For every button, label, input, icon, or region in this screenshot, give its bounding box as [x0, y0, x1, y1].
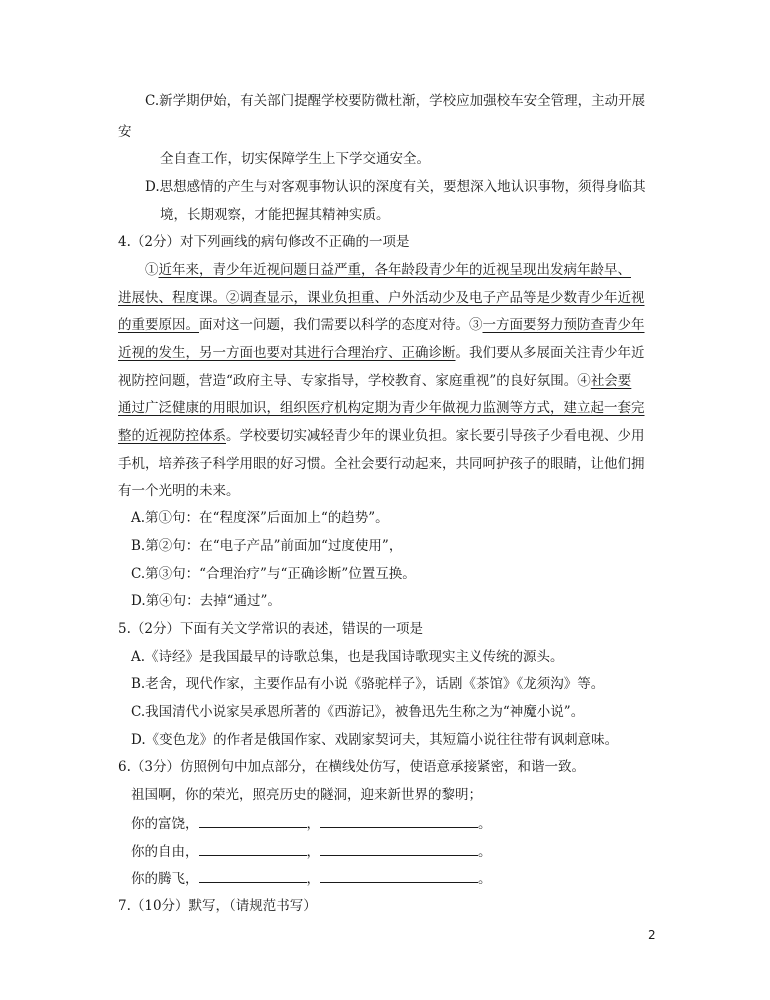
q6-stem: 6.（3分）仿照例句中加点部分，在横线处仿写，使语意承接紧密，和谐一致。: [118, 759, 585, 775]
q3-option-c-line2: 安: [118, 124, 132, 140]
q4-passage-line2: 进展快、程度课。②调查显示，课业负担重、户外活动少及电子产品等是少数青少年近视: [118, 290, 645, 306]
q4-passage-line7: 整的近视防控体系。学校要切实减轻青少年的课业负担。家长要引导孩子少看电视、少用: [118, 428, 645, 444]
q5-option-a: A.《诗经》是我国最早的诗歌总集，也是我国诗歌现实主义传统的源头。: [131, 649, 564, 665]
q4-option-a: A.第①句：在“程度深”后面加上“的趋势”。: [131, 510, 389, 526]
q3-option-d-line2: 境，长期观察，才能把握其精神实质。: [160, 207, 390, 223]
q4-underlined-4: 社会要: [590, 373, 632, 389]
q3-option-c-line3: 全自查工作，切实保障学生上下学交通安全。: [160, 151, 430, 167]
q4-stem: 4.（2分）对下列画线的病句修改不正确的一项是: [118, 234, 410, 250]
q4-passage-line8: 手机，培养孩子科学用眼的好习惯。全社会要行动起来，共同呵护孩子的眼睛，让他们拥: [118, 456, 645, 472]
q4-option-d: D.第④句：去掉“通过”。: [131, 593, 281, 609]
answer-blank[interactable]: [199, 868, 307, 883]
q5-option-b: B.老舍，现代作家，主要作品有小说《骆驼样子》，话剧《茶馆》《龙须沟》等。: [131, 676, 605, 692]
answer-blank[interactable]: [320, 868, 478, 883]
q5-option-d: D.《变色龙》的作者是俄国作家、戏剧家契诃夫，其短篇小说往往带有讽刺意味。: [131, 732, 619, 748]
q5-stem: 5.（2分）下面有关文学常识的表述，错误的一项是: [118, 621, 423, 637]
q4-passage-line5: 视防控问题，营造“政府主导、专家指导，学校教育、家庭重视”的良好氛围。④社会要: [118, 373, 632, 389]
q6-fill-line-1: 你的富饶， ， 。: [131, 813, 492, 834]
q6-fill-line-2: 你的自由， ， 。: [131, 841, 492, 862]
q4-passage-line9: 有一个光明的未来。: [118, 483, 240, 499]
page-number: 2: [648, 928, 656, 942]
q4-passage-line1: [145, 260, 631, 280]
q6-example: 祖国啊，你的荣光，照亮历史的隧洞，迎来新世界的黎明；: [131, 787, 482, 803]
q6-fill-line-3: 你的腾飞， ， 。: [131, 868, 492, 889]
answer-blank[interactable]: [320, 841, 478, 856]
answer-blank[interactable]: [199, 813, 307, 828]
q4-marker-1: ①: [145, 262, 159, 278]
q5-option-c: C.我国清代小说家吴承恩所著的《西游记》，被鲁迅先生称之为“神魔小说”。: [131, 704, 585, 720]
q4-option-c: C.第③句：“合理治疗”与“正确诊断”位置互换。: [131, 566, 416, 582]
q4-underlined-1: 近年来，青少年近视问题日益严重，各年龄段青少年的近视呈现出发病年龄早、: [158, 262, 631, 278]
q4-passage-line4: 近视的发生，另一方面也要对其进行合理治疗、正确诊断。我们要从多展面关注青少年近: [118, 345, 645, 361]
q3-option-d-line1: D.思想感情的产生与对客观事物认识的深度有关，要想深入地认识事物，须得身临其: [145, 179, 646, 195]
q4-option-b: B.第②句：在“电子产品”前面加“过度使用”，: [131, 538, 403, 554]
q3-option-c-line1: C.新学期伊始，有关部门提醒学校要防微杜渐，学校应加强校车安全管理，主动开展: [145, 93, 646, 109]
answer-blank[interactable]: [199, 841, 307, 856]
q4-underlined-2: 的重要原因。: [118, 317, 199, 333]
q4-passage-line3: 的重要原因。面对这一问题，我们需要以科学的态度对待。③一方面要努力预防查青少年: [118, 317, 645, 333]
q7-stem: 7.（10分）默写，（请规范书写）: [118, 898, 317, 914]
q4-passage-line6: 通过广泛健康的用眼加识，组织医疗机构定期为青少年做视力监测等方式，建立起一套完: [118, 400, 645, 416]
answer-blank[interactable]: [320, 813, 478, 828]
q4-underlined-3: 一方面要努力预防查青少年: [482, 317, 645, 333]
